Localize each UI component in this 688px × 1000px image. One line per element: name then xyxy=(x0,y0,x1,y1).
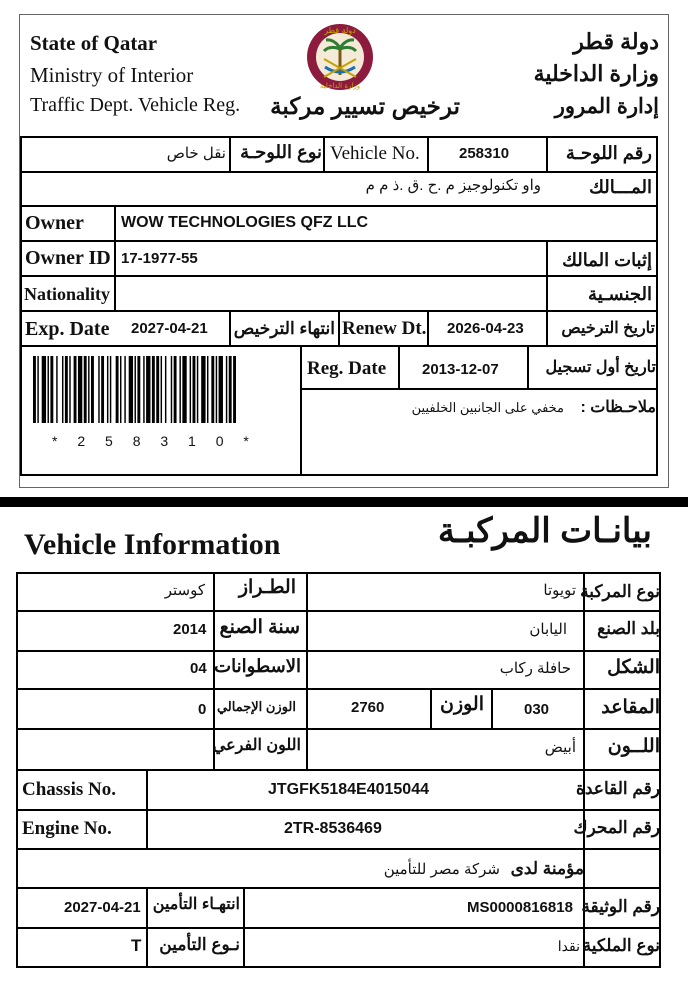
insurance-type-ar-label: نـوع التأمين xyxy=(159,935,240,954)
insurer-value: شركة مصر للتأمين xyxy=(383,861,500,878)
year-value: 2014 xyxy=(173,621,207,638)
nationality-ar-label: الجنسـية xyxy=(588,284,652,304)
plate-no-ar-label: رقم اللوحـة xyxy=(565,143,652,163)
vehicle-info-title: Vehicle Information xyxy=(24,528,281,561)
header-ar-ministry: وزارة الداخلية xyxy=(533,61,659,86)
ownership-value: نقدا xyxy=(557,938,580,954)
color-ar-label: اللــون xyxy=(607,736,660,757)
chassis-label: Chassis No. xyxy=(22,779,116,800)
ownership-ar-label: نوع الملكية xyxy=(582,936,660,955)
owner-id-ar-label: إثبات المالك xyxy=(562,250,652,270)
card-separator xyxy=(0,497,688,507)
engine-value: 2TR-8536469 xyxy=(284,820,382,837)
cylinders-value: 04 xyxy=(190,660,207,677)
seats-ar-label: المقاعد xyxy=(601,697,660,718)
first-reg-ar-label: تاريخ أول تسجيل xyxy=(545,359,656,376)
notes-ar-label: ملاحـظات : xyxy=(580,399,656,416)
header-state-of-qatar: State of Qatar xyxy=(30,31,158,55)
header-ar-state: دولة قطر xyxy=(573,29,659,54)
body-ar-label: الشكل xyxy=(607,657,660,678)
exp-date-value: 2027-04-21 xyxy=(131,320,208,337)
country-ar-label: بلد الصنع xyxy=(597,619,660,638)
gross-weight-value: 0 xyxy=(198,701,207,718)
chassis-value: JTGFK5184E4015044 xyxy=(268,781,429,798)
renew-date-value: 2026-04-23 xyxy=(447,320,524,337)
sub-color-ar-label: اللون الفرعي xyxy=(212,737,301,754)
model-value: كوستر xyxy=(164,582,205,599)
header-traffic-dept: Traffic Dept. Vehicle Reg. xyxy=(30,94,241,116)
cylinders-ar-label: الاسطوانات xyxy=(214,656,301,676)
vehicle-no-label: Vehicle No. xyxy=(330,143,420,164)
make-ar-label: نوع المركبة xyxy=(580,582,660,601)
notes-value: مخفي على الجانبين الخلفيين xyxy=(411,400,564,415)
exp-date-label: Exp. Date xyxy=(25,318,110,340)
plate-type-value: نقل خاص xyxy=(166,145,226,162)
owner-value: WOW TECHNOLOGIES QFZ LLC xyxy=(121,214,369,231)
policy-ar-label: رقم الوثيقة xyxy=(581,897,660,916)
owner-ar-label: المـــالك xyxy=(589,177,652,197)
policy-value: MS0000816818 xyxy=(467,899,573,916)
owner-id-label: Owner ID xyxy=(25,247,111,269)
reg-date-label: Reg. Date xyxy=(307,358,387,379)
weight-value: 2760 xyxy=(351,699,385,716)
gross-weight-ar-label: الوزن الإجمالي xyxy=(216,699,296,714)
header-ar-traffic: إدارة المرور xyxy=(554,95,659,118)
svg-text:وزارة الداخلية: وزارة الداخلية xyxy=(319,82,361,90)
reg-date-value: 2013-12-07 xyxy=(422,361,499,378)
body-value: حافلة ركاب xyxy=(499,660,571,677)
plate-type-ar-label: نوع اللوحـة xyxy=(240,142,322,162)
seats-value: 030 xyxy=(524,701,550,718)
header-ar-title: ترخيص تسيير مركبة xyxy=(270,93,460,119)
renew-date-label: Renew Dt. xyxy=(342,318,427,339)
make-value: تويوتا xyxy=(543,582,576,599)
plate-no-value: 258310 xyxy=(459,145,510,162)
svg-text:دولة قطر: دولة قطر xyxy=(324,26,356,35)
insurer-ar-label: مؤمنة لدى xyxy=(510,859,584,878)
year-ar-label: سنة الصنع xyxy=(219,617,300,638)
insurance-expiry-ar-label: انتهـاء التأمين xyxy=(152,896,240,913)
model-ar-label: الطـراز xyxy=(238,577,296,598)
owner-ar-value: واو تكنولوجيز م .ح .ق .ذ م م xyxy=(365,177,541,194)
chassis-ar-label: رقم القاعدة xyxy=(575,779,660,798)
vehicle-info-title-ar: بيانـات المركبـة xyxy=(437,512,652,550)
barcode-text: * 2 5 8 3 1 0 * xyxy=(52,433,257,449)
owner-id-value: 17-1977-55 xyxy=(121,250,198,267)
owner-label: Owner xyxy=(25,212,84,234)
color-value: أبيض xyxy=(544,739,576,756)
engine-ar-label: رقم المحرك xyxy=(573,818,660,837)
barcode xyxy=(33,356,295,423)
qatar-moi-emblem-icon xyxy=(305,19,375,95)
license-expiry-ar-label: انتهاء الترخيص xyxy=(233,319,335,338)
weight-ar-label: الوزن xyxy=(439,694,484,715)
license-date-ar-label: تاريخ الترخيص xyxy=(561,320,655,337)
header-ministry: Ministry of Interior xyxy=(30,63,194,87)
country-value: اليابان xyxy=(529,621,567,638)
insurance-expiry-value: 2027-04-21 xyxy=(64,899,141,916)
engine-label: Engine No. xyxy=(22,818,112,839)
nationality-label: Nationality xyxy=(24,284,111,304)
insurance-type-value: T xyxy=(131,936,142,955)
